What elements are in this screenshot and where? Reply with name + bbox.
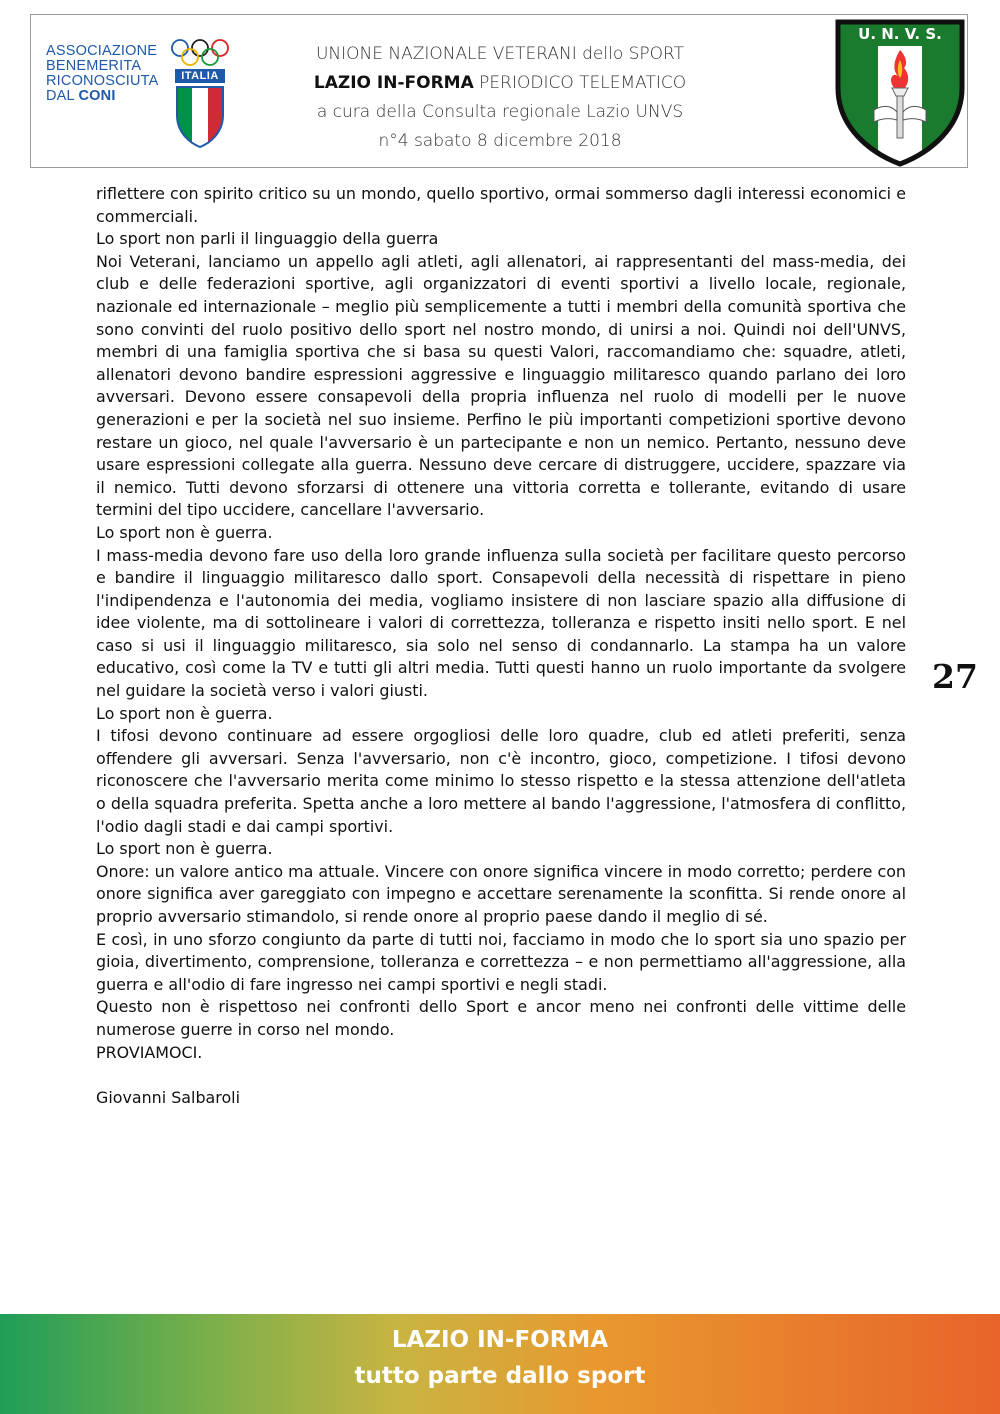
coni-line-4-prefix: DAL — [46, 88, 79, 104]
coni-line-2: BENEMERITA — [46, 58, 142, 74]
paragraph: Lo sport non è guerra. — [96, 839, 273, 859]
coni-text — [46, 44, 168, 104]
coni-line-1: ASSOCIAZIONE — [46, 43, 158, 59]
paragraph: Noi Veterani, lanciamo un appello agli atleti, agli allenatori, ai rappresentanti del mass-media, dei club e delle federazioni sportive, agli organizzatori di eventi sportivi a livello locale, regionale, nazionale ed internazionale – meglio più semplicemente a tutti i membri della comunità sportiva che sono convinti del ruolo positivo dello sport nel nostro mondo, di unirsi a noi. Quindi noi dell'UNVS, membri di una famiglia sportiva che si basa su questi Valori, raccomandiamo che: squadre, atleti, allenatori devono bandire espressioni aggressive e linguaggio militaresco quando parlano dei loro avversari. Devono essere consapevoli della propria influenza nel ruolo di modelli per le nuove generazioni e per la società nel suo insieme. Perfino le più importanti competizioni sportive devono restare un gioco, nel quale l'avversario è un partecipante e non un nemico. Pertanto, nessuno deve usare espressioni collegate alla guerra. Nessuno deve cercare di distruggere, uccidere, spazzare via il nemico. Tutti devono sforzarsi di ottenere una vittoria corretta e tollerante, evitando di usare termini del tipo uccidere, cancellare l'avversario. — [96, 251, 906, 520]
paragraph: PROVIAMOCI. — [96, 1042, 203, 1062]
page-number: 27 — [932, 657, 978, 696]
unvs-shield-label: U. N. V. S. — [858, 25, 942, 43]
paragraph: riflettere con spirito critico su un mondo, quello sportivo, ormai sommerso dagli interessi economici e commerciali. — [96, 184, 906, 226]
masthead-issue: n°4 sabato 8 dicembre 2018 — [378, 131, 622, 151]
paragraph: I tifosi devono continuare ad essere orgogliosi delle loro quadre, club ed atleti preferiti, senza offendere gli avversari. Senza l'avversario, non c'è incontro, gioco, competizione. I tifosi devono riconoscere che l'avversario merita come minimo lo stesso rispetto e la stessa attenzione dell'atleta o della squadra preferita. Spetta anche a loro mettere al bando l'aggressione, l'atmosfera di conflitto, l'odio dagli stadi e dai campi sportivi. — [96, 726, 906, 836]
paragraph: I mass-media devono fare uso della loro grande influenza sulla società per facilitare questo percorso e bandire il linguaggio militaresco dallo sport. Consapevoli della necessità di rispettare in pieno l'indipendenza e l'autonomia dei media, vogliamo insistere di non lasciare spazio alla diffusione di idee violente, ma di sottolineare i valori di correttezza, tolleranza e rispetto insiti nello sport. E nel caso si usi il linguaggio militaresco, sia solo nel senso di condannarlo. La stampa ha un valore educativo, così come la TV e tutti gli altri media. Tutti questi hanno un ruolo importante da svolgere nel guidare la società verso i valori giusti. — [96, 545, 906, 701]
olympic-rings-icon — [169, 38, 231, 68]
paragraph: Lo sport non è guerra. — [96, 522, 273, 542]
coni-line-4 — [46, 89, 168, 104]
footer-slogan: tutto parte dallo sport — [354, 1363, 646, 1389]
footer-text — [0, 1322, 1000, 1394]
coni-logo — [46, 38, 236, 150]
footer-title: LAZIO IN-FORMA — [391, 1327, 609, 1353]
paragraph: E così, in uno sforzo congiunto da parte di tutti noi, facciamo in modo che lo sport sia uno spazio per gioia, divertimento, comprensione, tolleranza e correttezza – e non permettiamo all'aggressione, alla guerra e all'odio di fare ingresso nei campi sportivi e negli stadi. — [96, 929, 906, 994]
header-masthead — [250, 40, 750, 156]
article-body — [96, 183, 906, 1109]
footer-banner — [0, 1314, 1000, 1414]
paragraph: Questo non è rispettoso nei confronti dello Sport e ancor meno nei confronti delle vittime delle numerose guerre in corso nel mondo. — [96, 997, 906, 1039]
coni-italia-badge: ITALIA — [175, 69, 225, 83]
coni-line-3: RICONOSCIUTA — [46, 73, 159, 89]
unvs-shield-icon — [834, 18, 966, 168]
paragraph: Lo sport non parli il linguaggio della guerra — [96, 229, 439, 249]
signature: Giovanni Salbaroli — [96, 1087, 241, 1107]
masthead-subtitle: PERIODICO TELEMATICO — [473, 73, 687, 93]
masthead-line-3: a cura della Consulta regionale Lazio UNVS — [316, 102, 684, 122]
paragraph: Lo sport non è guerra. — [96, 703, 273, 723]
masthead-line-1: UNIONE NAZIONALE VETERANI dello SPORT — [315, 44, 685, 64]
paragraph: Onore: un valore antico ma attuale. Vincere con onore significa vincere in modo corretto; perdere con onore significa aver gareggiato con impegno e accettare serenamente la sconfitta. Si rende onore al proprio avversario stimandolo, si rende onore al proprio paese dando il meglio di sé. — [96, 861, 906, 926]
masthead-title: LAZIO IN-FORMA — [313, 73, 474, 93]
coni-line-4-bold: CONI — [78, 88, 116, 104]
italy-shield-icon — [175, 85, 225, 149]
masthead-line-2 — [250, 69, 750, 98]
